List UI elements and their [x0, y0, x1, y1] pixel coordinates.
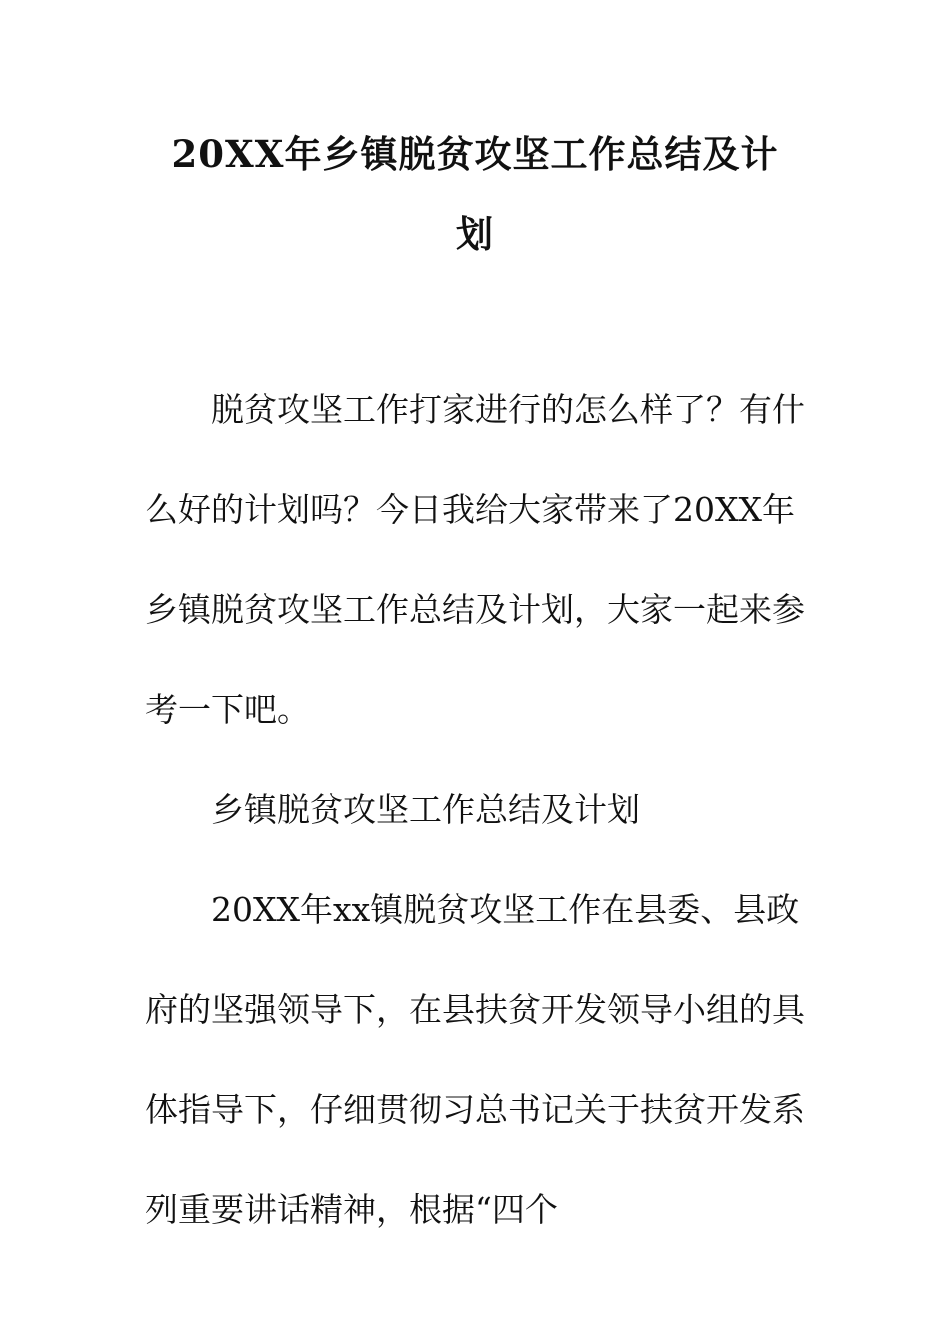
document-title-line-1: 20XX年乡镇脱贫攻坚工作总结及计: [171, 132, 779, 176]
document-title-line-2: 划: [456, 212, 494, 256]
document-title: [140, 114, 810, 274]
intro-paragraph: 脱贫攻坚工作打家进行的怎么样了？有什么好的计划吗？今日我给大家带来了20XX年乡镇脱贫攻坚工作总结及计划，大家一起来参考一下吧。: [145, 390, 805, 729]
summary-paragraph: 20XX年xx镇脱贫攻坚工作在县委、县政府的坚强领导下，在县扶贫开发领导小组的具体指导下，仔细贯彻习总书记关于扶贫开发系列重要讲话精神，根据“四个: [145, 890, 805, 1229]
section-heading-paragraph: 乡镇脱贫攻坚工作总结及计划: [211, 790, 640, 829]
document-body: [145, 360, 810, 1260]
